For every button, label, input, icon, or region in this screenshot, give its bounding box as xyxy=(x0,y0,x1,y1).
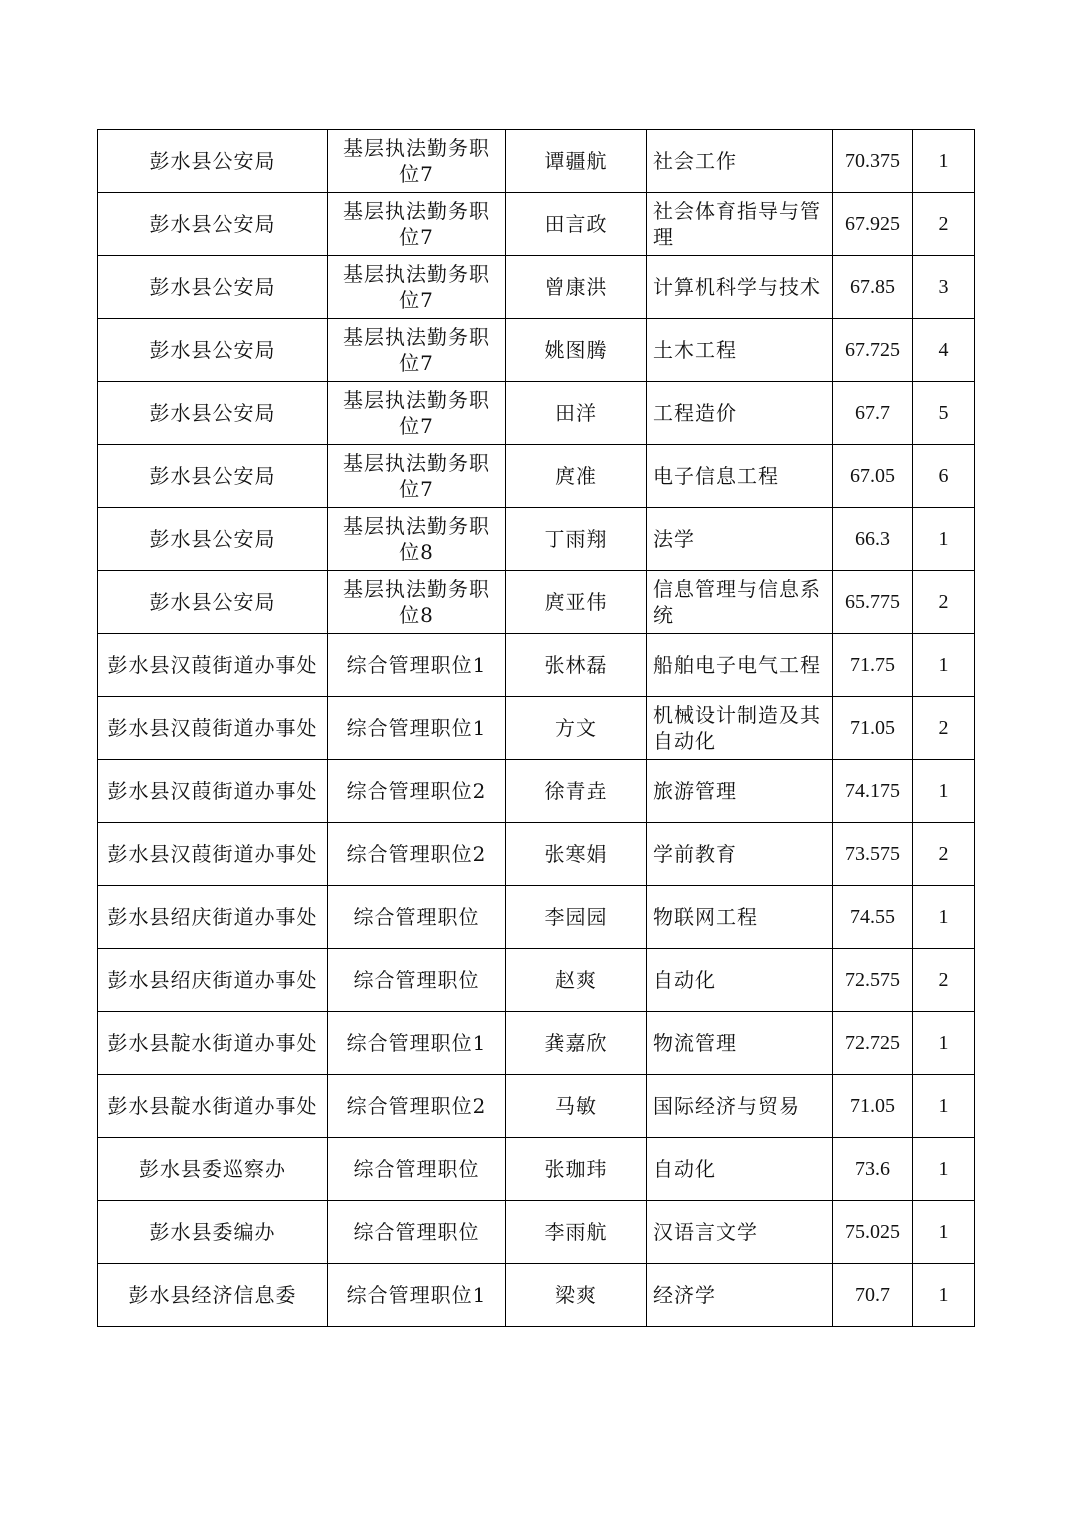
cell-name: 田言政 xyxy=(506,193,647,256)
cell-score: 67.85 xyxy=(833,256,913,319)
cell-rank: 1 xyxy=(913,130,975,193)
cell-position: 综合管理职位 xyxy=(328,1201,506,1264)
table-row xyxy=(98,1012,975,1075)
cell-name: 方文 xyxy=(506,697,647,760)
cell-unit: 彭水县汉葭街道办事处 xyxy=(98,760,328,823)
cell-name: 李园园 xyxy=(506,886,647,949)
cell-position: 基层执法勤务职位7 xyxy=(328,130,506,193)
table-row xyxy=(98,697,975,760)
cell-name: 徐青垚 xyxy=(506,760,647,823)
table-row xyxy=(98,949,975,1012)
cell-name: 张珈玮 xyxy=(506,1138,647,1201)
cell-rank: 2 xyxy=(913,823,975,886)
cell-unit: 彭水县汉葭街道办事处 xyxy=(98,634,328,697)
cell-major: 船舶电子电气工程 xyxy=(647,634,833,697)
cell-unit: 彭水县公安局 xyxy=(98,130,328,193)
cell-position: 综合管理职位2 xyxy=(328,1075,506,1138)
cell-position: 综合管理职位 xyxy=(328,886,506,949)
cell-score: 71.75 xyxy=(833,634,913,697)
cell-position: 综合管理职位1 xyxy=(328,697,506,760)
cell-unit: 彭水县靛水街道办事处 xyxy=(98,1075,328,1138)
cell-position: 基层执法勤务职位7 xyxy=(328,382,506,445)
cell-name: 谭疆航 xyxy=(506,130,647,193)
table-row xyxy=(98,193,975,256)
cell-unit: 彭水县公安局 xyxy=(98,256,328,319)
cell-major: 机械设计制造及其自动化 xyxy=(647,697,833,760)
cell-major: 经济学 xyxy=(647,1264,833,1327)
cell-major: 土木工程 xyxy=(647,319,833,382)
cell-name: 龚嘉欣 xyxy=(506,1012,647,1075)
table-row xyxy=(98,571,975,634)
cell-position: 基层执法勤务职位7 xyxy=(328,256,506,319)
cell-name: 李雨航 xyxy=(506,1201,647,1264)
cell-score: 66.3 xyxy=(833,508,913,571)
cell-rank: 1 xyxy=(913,1012,975,1075)
table-row xyxy=(98,1075,975,1138)
cell-name: 田洋 xyxy=(506,382,647,445)
cell-name: 姚图腾 xyxy=(506,319,647,382)
cell-name: 马敏 xyxy=(506,1075,647,1138)
cell-rank: 4 xyxy=(913,319,975,382)
cell-major: 物流管理 xyxy=(647,1012,833,1075)
cell-rank: 2 xyxy=(913,571,975,634)
cell-unit: 彭水县经济信息委 xyxy=(98,1264,328,1327)
cell-unit: 彭水县公安局 xyxy=(98,382,328,445)
cell-rank: 1 xyxy=(913,1201,975,1264)
cell-name: 丁雨翔 xyxy=(506,508,647,571)
cell-unit: 彭水县公安局 xyxy=(98,571,328,634)
cell-score: 67.725 xyxy=(833,319,913,382)
cell-unit: 彭水县公安局 xyxy=(98,193,328,256)
cell-major: 社会工作 xyxy=(647,130,833,193)
cell-score: 65.775 xyxy=(833,571,913,634)
table-row xyxy=(98,823,975,886)
cell-unit: 彭水县绍庆街道办事处 xyxy=(98,886,328,949)
table-row xyxy=(98,634,975,697)
cell-unit: 彭水县公安局 xyxy=(98,445,328,508)
cell-position: 综合管理职位 xyxy=(328,1138,506,1201)
cell-major: 自动化 xyxy=(647,1138,833,1201)
cell-score: 74.175 xyxy=(833,760,913,823)
cell-score: 70.7 xyxy=(833,1264,913,1327)
cell-score: 70.375 xyxy=(833,130,913,193)
cell-score: 73.575 xyxy=(833,823,913,886)
cell-position: 综合管理职位1 xyxy=(328,1264,506,1327)
cell-score: 74.55 xyxy=(833,886,913,949)
cell-name: 曾康洪 xyxy=(506,256,647,319)
cell-major: 工程造价 xyxy=(647,382,833,445)
cell-rank: 1 xyxy=(913,634,975,697)
cell-unit: 彭水县绍庆街道办事处 xyxy=(98,949,328,1012)
cell-major: 社会体育指导与管理 xyxy=(647,193,833,256)
cell-position: 基层执法勤务职位8 xyxy=(328,508,506,571)
cell-position: 综合管理职位2 xyxy=(328,760,506,823)
cell-rank: 5 xyxy=(913,382,975,445)
cell-position: 综合管理职位2 xyxy=(328,823,506,886)
cell-unit: 彭水县汉葭街道办事处 xyxy=(98,697,328,760)
cell-unit: 彭水县靛水街道办事处 xyxy=(98,1012,328,1075)
cell-unit: 彭水县委巡察办 xyxy=(98,1138,328,1201)
table-row xyxy=(98,382,975,445)
cell-rank: 2 xyxy=(913,697,975,760)
cell-score: 73.6 xyxy=(833,1138,913,1201)
cell-name: 梁爽 xyxy=(506,1264,647,1327)
table-row xyxy=(98,130,975,193)
cell-unit: 彭水县公安局 xyxy=(98,319,328,382)
results-table-body xyxy=(98,130,975,1327)
cell-major: 自动化 xyxy=(647,949,833,1012)
cell-rank: 3 xyxy=(913,256,975,319)
table-row xyxy=(98,508,975,571)
cell-position: 基层执法勤务职位7 xyxy=(328,319,506,382)
cell-score: 71.05 xyxy=(833,1075,913,1138)
table-row xyxy=(98,760,975,823)
cell-position: 基层执法勤务职位7 xyxy=(328,193,506,256)
cell-score: 72.725 xyxy=(833,1012,913,1075)
cell-rank: 1 xyxy=(913,760,975,823)
cell-major: 法学 xyxy=(647,508,833,571)
cell-major: 国际经济与贸易 xyxy=(647,1075,833,1138)
cell-score: 71.05 xyxy=(833,697,913,760)
cell-name: 庹准 xyxy=(506,445,647,508)
results-table xyxy=(97,129,975,1327)
cell-major: 信息管理与信息系统 xyxy=(647,571,833,634)
cell-name: 张林磊 xyxy=(506,634,647,697)
cell-rank: 1 xyxy=(913,1075,975,1138)
cell-rank: 1 xyxy=(913,1264,975,1327)
table-row xyxy=(98,1264,975,1327)
table-row xyxy=(98,256,975,319)
cell-major: 学前教育 xyxy=(647,823,833,886)
cell-position: 综合管理职位1 xyxy=(328,634,506,697)
table-row xyxy=(98,445,975,508)
cell-score: 75.025 xyxy=(833,1201,913,1264)
cell-unit: 彭水县汉葭街道办事处 xyxy=(98,823,328,886)
table-row xyxy=(98,1201,975,1264)
cell-rank: 1 xyxy=(913,1138,975,1201)
cell-unit: 彭水县委编办 xyxy=(98,1201,328,1264)
cell-score: 67.925 xyxy=(833,193,913,256)
cell-unit: 彭水县公安局 xyxy=(98,508,328,571)
table-row xyxy=(98,319,975,382)
cell-major: 计算机科学与技术 xyxy=(647,256,833,319)
cell-position: 综合管理职位1 xyxy=(328,1012,506,1075)
cell-major: 物联网工程 xyxy=(647,886,833,949)
cell-name: 赵爽 xyxy=(506,949,647,1012)
cell-name: 庹亚伟 xyxy=(506,571,647,634)
table-row xyxy=(98,1138,975,1201)
cell-score: 67.05 xyxy=(833,445,913,508)
cell-score: 67.7 xyxy=(833,382,913,445)
cell-position: 基层执法勤务职位7 xyxy=(328,445,506,508)
cell-score: 72.575 xyxy=(833,949,913,1012)
table-row xyxy=(98,886,975,949)
cell-position: 基层执法勤务职位8 xyxy=(328,571,506,634)
cell-major: 旅游管理 xyxy=(647,760,833,823)
cell-rank: 1 xyxy=(913,508,975,571)
cell-position: 综合管理职位 xyxy=(328,949,506,1012)
cell-rank: 2 xyxy=(913,949,975,1012)
cell-rank: 2 xyxy=(913,193,975,256)
cell-rank: 6 xyxy=(913,445,975,508)
cell-name: 张寒娟 xyxy=(506,823,647,886)
cell-rank: 1 xyxy=(913,886,975,949)
cell-major: 电子信息工程 xyxy=(647,445,833,508)
cell-major: 汉语言文学 xyxy=(647,1201,833,1264)
